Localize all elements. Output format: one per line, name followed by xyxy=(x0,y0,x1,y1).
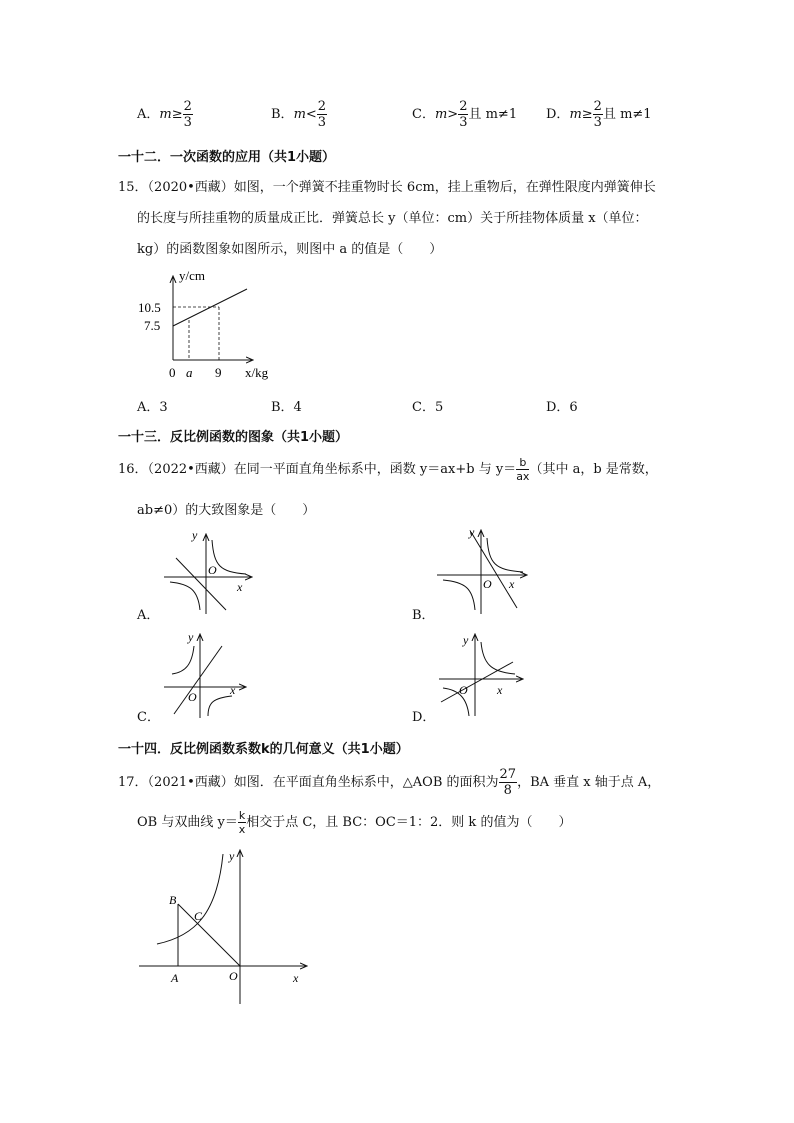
q16-graph-b xyxy=(435,524,535,619)
numerator: 27 xyxy=(499,767,517,782)
numerator: b xyxy=(516,457,529,470)
option-condition: 且 m≠1 xyxy=(468,107,518,122)
q15-option-d: D．6 xyxy=(546,400,578,415)
denominator: ax xyxy=(516,470,530,483)
x-axis-label: x/kg xyxy=(245,365,269,380)
q17-text-pre: 17．（2021•西藏）如图．在平面直角坐标系中，△AOB 的面积为 xyxy=(118,775,499,790)
q14-option-a xyxy=(137,100,193,129)
x-label: x xyxy=(237,580,243,594)
q17-line-1 xyxy=(118,768,660,797)
q15-option-a: A．3 xyxy=(137,400,168,415)
option-letter: D． xyxy=(546,107,570,122)
q17-line-2 xyxy=(137,810,571,835)
section-heading-14: 一十四．反比例函数系数k的几何意义（共1小题） xyxy=(118,742,409,757)
option-letter: B． xyxy=(271,107,294,122)
x-tick-a: a xyxy=(186,365,193,380)
linear-function-line xyxy=(176,558,226,610)
fraction-k-over-x xyxy=(238,810,246,835)
denominator: 3 xyxy=(183,115,192,130)
hyperbola-branch-1 xyxy=(481,642,515,674)
numerator: 2 xyxy=(459,99,468,114)
option-relation: m< xyxy=(293,107,317,122)
q15-option-c: C．5 xyxy=(412,400,444,415)
y-label: y xyxy=(469,525,475,539)
q16-text-post: （其中 a，b 是常数， xyxy=(529,462,658,477)
y-label: y xyxy=(463,633,469,647)
option-condition: 且 m≠1 xyxy=(602,107,652,122)
q17-graph xyxy=(135,844,315,1009)
q15-line-1: 15．（2020•西藏）如图，一个弹簧不挂重物时长 6cm，挂上重物后，在弹性限度内弹簧伸长 xyxy=(118,180,656,195)
denominator: x xyxy=(238,823,246,836)
denominator: 3 xyxy=(593,115,602,130)
q16-text-pre: 16．（2022•西藏）在同一平面直角坐标系中，函数 y＝ax+b 与 y＝ xyxy=(118,462,517,477)
x-tick-9: 9 xyxy=(215,365,222,380)
section-heading-13: 一十三．反比例函数的图象（共1小题） xyxy=(118,430,349,445)
option-letter: C． xyxy=(412,107,435,122)
hyperbola-branch-1 xyxy=(212,540,246,574)
q15-line-2: 的长度与所挂重物的质量成正比．弹簧总长 y（单位：cm）关于所挂物体质量 x（单位： xyxy=(137,211,648,226)
section-heading-12: 一十二．一次函数的应用（共1小题） xyxy=(118,150,336,165)
fraction-b-over-ax xyxy=(516,457,529,482)
point-c-label: C xyxy=(194,909,203,923)
q16-line-1 xyxy=(118,457,658,482)
denominator: 3 xyxy=(459,115,468,130)
q16-graph-a xyxy=(160,528,260,618)
y-axis-label: y/cm xyxy=(179,268,205,283)
origin-label: O xyxy=(459,683,468,697)
q16-graph-d xyxy=(435,628,535,720)
y-tick-7-5: 7.5 xyxy=(144,318,161,333)
q17-text-post: ，BA 垂直 x 轴于点 A， xyxy=(517,775,661,790)
y-tick-10-5: 10.5 xyxy=(138,300,161,315)
q17-text-pre: OB 与双曲线 y＝ xyxy=(137,815,238,830)
fraction-area xyxy=(499,768,518,797)
q16-option-a: A． xyxy=(137,608,160,623)
option-relation: m≥ xyxy=(159,107,183,122)
fraction xyxy=(183,100,193,129)
y-label: y xyxy=(192,528,198,542)
q16-option-d: D． xyxy=(412,710,436,725)
q16-option-c: C． xyxy=(137,710,160,725)
numerator: k xyxy=(238,809,246,822)
option-relation: m> xyxy=(434,107,459,122)
numerator: 2 xyxy=(593,99,602,114)
q16-graph-c xyxy=(160,628,260,720)
fraction xyxy=(458,100,468,129)
hyperbola-branch-2 xyxy=(208,696,232,716)
denominator: 8 xyxy=(503,783,512,798)
q17-text-post: 相交于点 C，且 BC：OC＝1：2．则 k 的值为（ ） xyxy=(246,815,572,830)
origin-label: O xyxy=(229,969,238,983)
y-label: y xyxy=(229,849,235,863)
q15-graph xyxy=(135,262,285,387)
point-a-label: A xyxy=(171,971,179,985)
denominator: 3 xyxy=(317,115,327,130)
origin-label: O xyxy=(188,690,197,704)
q15-line-3: kg）的函数图象如图所示，则图中 a 的值是（ ） xyxy=(137,242,443,257)
segment-ob xyxy=(178,904,240,966)
x-label: x xyxy=(293,971,299,985)
origin-label: O xyxy=(483,577,492,591)
option-letter: A． xyxy=(137,107,160,122)
x-tick-0: 0 xyxy=(169,365,176,380)
origin-label: O xyxy=(208,563,217,577)
function-line xyxy=(173,289,247,326)
point-b-label: B xyxy=(169,893,177,907)
x-label: x xyxy=(509,577,515,591)
q14-option-c xyxy=(412,100,517,129)
y-label: y xyxy=(188,630,194,644)
q14-option-d xyxy=(546,100,652,129)
numerator: 2 xyxy=(183,99,192,114)
x-label: x xyxy=(497,683,503,697)
x-label: x xyxy=(230,683,236,697)
hyperbola-branch-2 xyxy=(443,580,475,610)
numerator: 2 xyxy=(317,99,327,114)
fraction xyxy=(593,100,603,129)
fraction xyxy=(317,100,327,129)
q16-option-b: B． xyxy=(412,608,435,623)
hyperbola-branch-1 xyxy=(172,646,194,674)
hyperbola-curve xyxy=(157,854,223,944)
q14-option-b xyxy=(271,100,327,129)
option-relation: m≥ xyxy=(569,107,593,122)
q15-option-b: B．4 xyxy=(271,400,302,415)
linear-function-line xyxy=(174,646,222,714)
hyperbola-branch-2 xyxy=(170,582,200,610)
q16-line-2: ab≠0）的大致图象是（ ） xyxy=(137,503,316,518)
